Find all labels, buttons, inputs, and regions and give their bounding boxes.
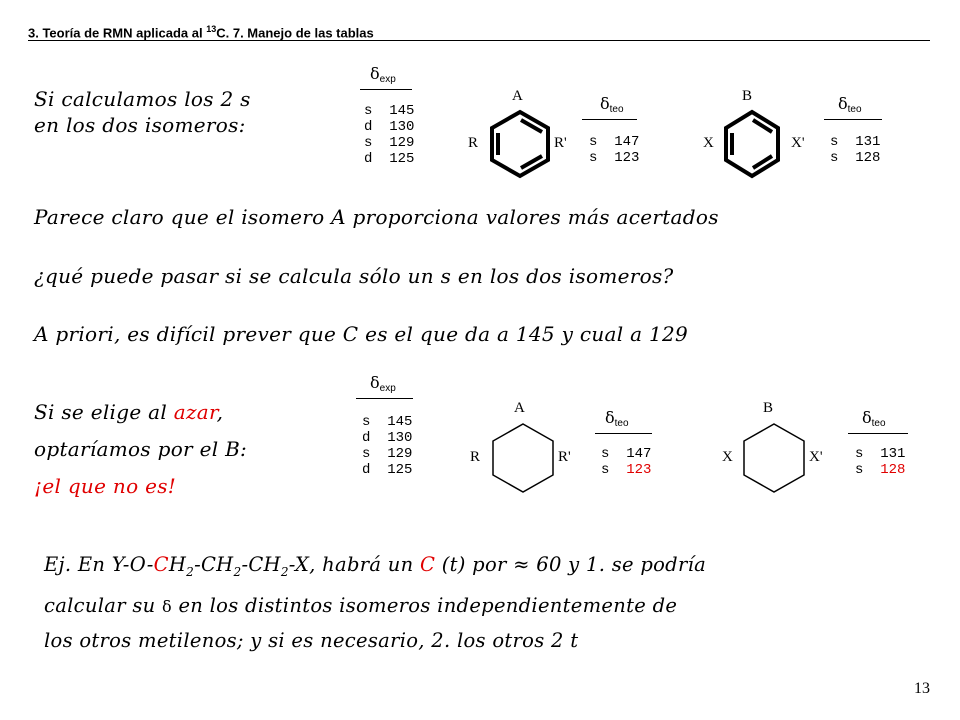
- teo-b-table: s 131 s 128: [830, 134, 881, 166]
- exp-row: s 129: [364, 135, 415, 151]
- isomer-a-left-substituent: R: [468, 135, 479, 151]
- isomer-b-label: B: [742, 88, 753, 104]
- exp-table-2-heading: $\delta_{exp}$: [370, 373, 396, 394]
- isomer-a-right-2: R': [558, 449, 571, 465]
- teo-b-rule: [824, 119, 882, 120]
- teo-a-rule: [582, 119, 637, 120]
- exp-table-2: s 145 d 130 s 129 d 125: [362, 414, 413, 478]
- teo-b2-table: s 131 s 128: [855, 446, 906, 478]
- random-choice-text: [34, 394, 247, 505]
- isomer-a-label-2: A: [514, 400, 525, 416]
- paragraph-1: Parece claro que el isomero A proporciona valores más acertados: [34, 205, 719, 229]
- header-section: 3. Teoría de RMN aplicada al: [28, 25, 207, 41]
- exp-table-1-rule: [360, 89, 412, 90]
- header-superscript: 13: [206, 24, 217, 34]
- example-text: [44, 548, 706, 658]
- intro-line-2: en los dos isomeros:: [34, 113, 246, 137]
- exp-table-1-heading: $\delta_{exp}$: [370, 64, 396, 85]
- random-line-3: ¡el que no es!: [34, 474, 177, 498]
- teo-a2-heading: $\delta_{teo}$: [605, 408, 629, 429]
- example-line-2: calcular su δ en los distintos isomeros independientemente de: [44, 593, 678, 617]
- isomer-a-label: A: [512, 88, 523, 104]
- teo-a2-rule: [595, 433, 652, 434]
- isomer-a-right-substituent: R': [554, 135, 567, 151]
- isomer-b-right-substituent: X': [791, 135, 805, 151]
- exp-row: d 125: [364, 151, 415, 167]
- isomer-a-left-2: R: [470, 449, 481, 465]
- teo-a2-table: s 147 s 123: [601, 446, 652, 478]
- teo-a-table: s 147 s 123: [589, 134, 640, 166]
- slide-header: [28, 24, 374, 40]
- random-line-1: Si se elige al azar,: [34, 400, 224, 424]
- paragraph-3: A priori, es difícil prever que C es el que da a 145 y cual a 129: [34, 322, 689, 346]
- exp-table-2-rule: [356, 398, 413, 399]
- benzene-ring-b-plain: [737, 421, 811, 495]
- benzene-ring-a-plain: [486, 421, 560, 495]
- teo-b-heading: $\delta_{teo}$: [838, 94, 862, 115]
- benzene-ring-a-kekule: [485, 109, 555, 179]
- page-number: 13: [914, 680, 930, 697]
- example-line-3: los otros metilenos; y si es necesario, 2. los otros 2 t: [44, 628, 579, 652]
- exp-row: s 145: [364, 103, 415, 119]
- paragraph-2: ¿qué puede pasar si se calcula sólo un s en los dos isomeros?: [34, 264, 674, 288]
- header-rule: [28, 40, 930, 41]
- intro-line-1: Si calculamos los 2 s: [34, 87, 251, 111]
- teo-b2-heading: $\delta_{teo}$: [862, 408, 886, 429]
- example-line-1: Ej. En $Y-O-CH_2-CH_2-CH_2-X$, habrá un C (t) por ≈ 60 y 1. se podría: [44, 553, 707, 579]
- isomer-b-left-substituent: X: [703, 135, 714, 151]
- header-rest: C. 7. Manejo de las tablas: [216, 25, 374, 41]
- isomer-b-left-2: X: [722, 449, 733, 465]
- teo-a-heading: $\delta_{teo}$: [600, 94, 624, 115]
- isomer-b-label-2: B: [763, 400, 774, 416]
- intro-text: [34, 86, 251, 138]
- exp-table-1: [364, 103, 414, 167]
- teo-b2-rule: [848, 433, 908, 434]
- exp-row: d 130: [364, 119, 415, 135]
- random-line-2: optaríamos por el B:: [34, 437, 248, 461]
- isomer-b-right-2: X': [809, 449, 823, 465]
- benzene-ring-b-kekule: [722, 109, 782, 179]
